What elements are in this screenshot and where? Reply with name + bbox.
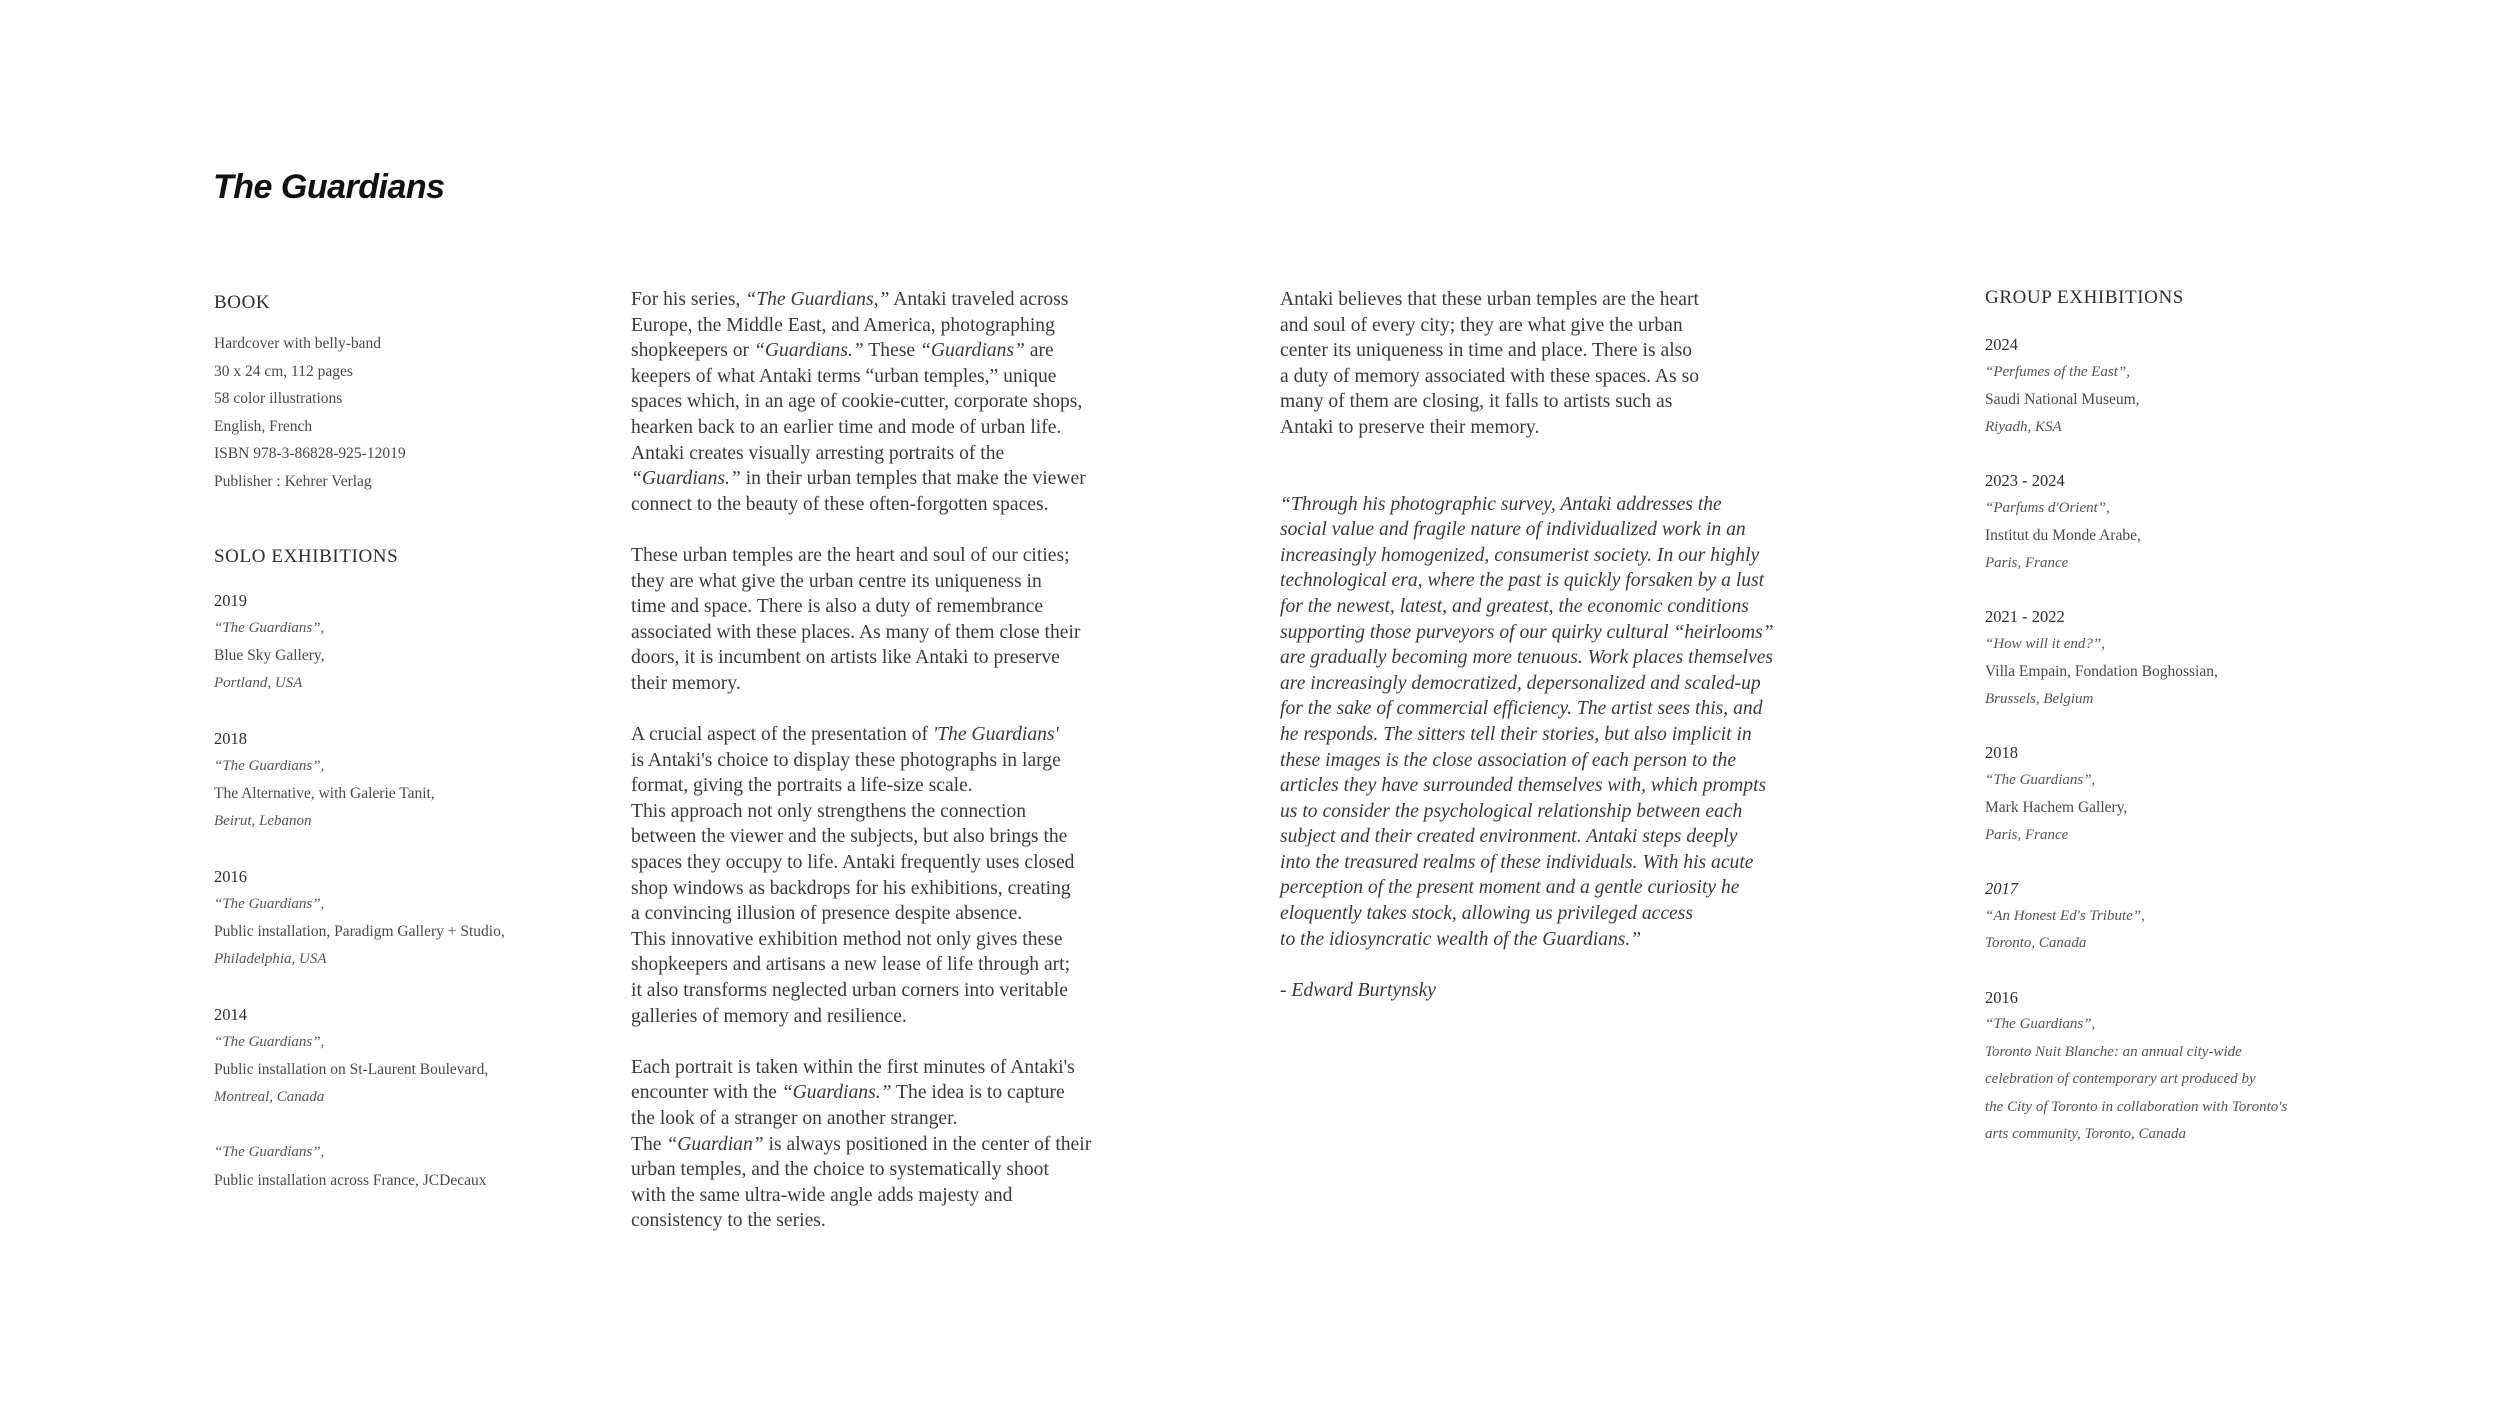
italic-run: 'The Guardians' <box>932 724 1059 746</box>
exhibition-place: Brussels, Belgium <box>1985 690 2094 707</box>
book-detail-line: Hardcover with belly-band <box>214 335 381 352</box>
solo-exhibition-item <box>214 587 584 697</box>
exhibition-title: “The Guardians”, <box>214 757 325 774</box>
exhibition-title: “The Guardians”, <box>1985 771 2096 788</box>
exhibition-place: Paris, France <box>1985 826 2069 843</box>
book-detail-line: 30 x 24 cm, 112 pages <box>214 362 353 380</box>
group-exhibition-item <box>1985 603 2385 713</box>
exhibition-year: 2019 <box>214 591 247 610</box>
quote-column <box>1280 287 1810 1003</box>
italic-run: “Guardian” <box>666 1133 764 1155</box>
series-paragraph: These urban temples are the heart and soul of our cities; they are what give the urban centre its uniqueness in time and space. There is also a duty of remembrance associated with these places. As many of them close their doors, it is incumbent on artists like Antaki to preserve their memory. <box>631 544 1081 694</box>
group-exhibition-item <box>1985 739 2385 849</box>
exhibition-place: Beirut, Lebanon <box>214 812 312 829</box>
book-detail-line: Publisher : Kehrer Verlag <box>214 472 372 490</box>
exhibition-title: “Perfumes of the East”, <box>1985 363 2130 380</box>
exhibition-title: “How will it end?”, <box>1985 635 2106 652</box>
group-exhibitions-column <box>1985 287 2385 1149</box>
quote-text: “Through his photographic survey, Antaki addresses the social value and fragile nature of individualized work in an increasingly homogenized, consumerist society. In our highly technological era, where the past is quickly forsaken by a lust for the newest, latest, and greatest, the economic conditions supporting those purveyors of our quirky cultural “heirlooms” are gradually becoming more tenuous. Work places themselves are increasingly democratized, depersonalized and scaled-up for the sake of commercial efficiency. The artist sees this, and he responds. The sitters tell their stories, but also implicit in these images is the close association of each person to the articles they have surrounded themselves with, which prompts us to consider the psychological relationship between each subject and their created environment. Antaki steps deeply into the treasured realms of these individuals. With his acute perception of the present moment and a gentle curiosity he eloquently takes stock, allowing us privileged access to the idiosyncratic wealth of the Guardians.” <box>1280 493 1774 950</box>
exhibition-title: “The Guardians”, <box>1985 1016 2096 1032</box>
series-text-column <box>631 287 1151 1234</box>
exhibition-title: “The Guardians”, <box>214 1144 325 1160</box>
page-title: The Guardians <box>213 168 445 206</box>
exhibition-place: Riyadh, KSA <box>1985 418 2062 435</box>
exhibition-venue: Mark Hachem Gallery, <box>1985 799 2128 816</box>
solo-exhibitions-heading: SOLO EXHIBITIONS <box>214 546 399 567</box>
quote-block <box>1280 492 1810 1004</box>
exhibition-year: 2016 <box>1985 987 2018 1007</box>
belief-paragraph: Antaki believes that these urban temples are the heart and soul of every city; they are what give the urban center its uniqueness in time and place. There is also a duty of memory associated with these spaces. As so many of them are closing, it falls to artists such as Antaki to preserve their memory. <box>1280 289 1699 438</box>
book-detail-line: ISBN 978-3-86828-925-12019 <box>214 445 406 462</box>
series-paragraph: Each portrait is taken within the first minutes of Antaki's encounter with the “Guardians.” The idea is to capture the look of a stranger on another stranger. The “Guardian” is always positioned in the center of their urban temples, and the choice to systematically shoot with the same ultra-wide angle adds majesty and consistency to the series. <box>631 1056 1092 1232</box>
exhibition-description-line: the City of Toronto in collaboration with Toronto's <box>1985 1098 2288 1115</box>
exhibition-description-line: celebration of contemporary art produced by <box>1985 1071 2256 1087</box>
exhibition-description-line: arts community, Toronto, Canada <box>1985 1126 2186 1142</box>
exhibition-year: 2016 <box>214 867 247 886</box>
series-paragraph: A crucial aspect of the presentation of 'The Guardians' is Antaki's choice to display these photographs in large format, giving the portraits a life-size scale. This approach not only strengthens the connection between the viewer and the subjects, but also brings the spaces they occupy to life. Antaki frequently uses closed shop windows as backdrops for his exhibitions, creating a convincing illusion of presence despite absence. This innovative exhibition method not only gives these shopkeepers and artisans a new lease of life through art; it also transforms neglected urban corners into veritable galleries of memory and resilience. <box>631 724 1075 1027</box>
italic-run: “Guardians” <box>920 340 1025 362</box>
group-exhibition-item <box>1985 467 2385 577</box>
exhibition-venue: Institut du Monde Arabe, <box>1985 527 2141 544</box>
exhibition-year: 2024 <box>1985 335 2018 354</box>
exhibition-title: “The Guardians”, <box>214 895 325 912</box>
book-detail-line: English, French <box>214 417 313 435</box>
group-exhibitions-heading: GROUP EXHIBITIONS <box>1985 287 2184 308</box>
exhibition-venue: The Alternative, with Galerie Tanit, <box>214 785 435 802</box>
exhibition-place: Toronto, Canada <box>1985 935 2087 951</box>
exhibition-year: 2021 - 2022 <box>1985 607 2065 626</box>
group-exhibition-item <box>1985 331 2385 441</box>
exhibition-venue: Blue Sky Gallery, <box>214 647 325 664</box>
exhibition-place: Philadelphia, USA <box>214 950 327 967</box>
exhibition-place: Portland, USA <box>214 674 303 691</box>
book-details <box>214 330 584 495</box>
quote-author: - Edward Burtynsky <box>1280 979 1436 1001</box>
italic-run: “Guardians.” <box>781 1082 892 1104</box>
exhibition-place: Montreal, Canada <box>214 1088 325 1105</box>
exhibition-title: “The Guardians”, <box>214 1033 325 1050</box>
italic-run: “Guardians.” <box>753 340 864 362</box>
exhibition-title: “An Honest Ed's Tribute”, <box>1985 907 2145 924</box>
exhibition-place: Paris, France <box>1985 554 2069 571</box>
exhibition-venue: Saudi National Museum, <box>1985 391 2140 408</box>
exhibition-venue: Public installation, Paradigm Gallery + Studio, <box>214 923 505 940</box>
solo-exhibition-item <box>214 1001 584 1111</box>
solo-exhibition-item <box>214 1139 584 1194</box>
exhibition-title: “The Guardians”, <box>214 619 325 636</box>
exhibition-description-line: Toronto Nuit Blanche: an annual city-wide <box>1985 1043 2242 1060</box>
exhibition-year: 2017 <box>1985 879 2018 898</box>
exhibition-venue: Villa Empain, Fondation Boghossian, <box>1985 663 2218 680</box>
italic-run: “Guardians.” <box>631 468 741 490</box>
exhibition-year: 2023 - 2024 <box>1985 471 2065 490</box>
exhibition-venue: Public installation across France, JCDecaux <box>214 1171 487 1189</box>
exhibition-year: 2018 <box>214 729 247 748</box>
book-detail-line: 58 color illustrations <box>214 390 343 407</box>
exhibition-year: 2018 <box>1985 743 2018 762</box>
exhibition-title: “Parfums d'Orient”, <box>1985 499 2110 516</box>
info-column <box>214 292 584 1194</box>
exhibition-year: 2014 <box>214 1005 247 1024</box>
solo-exhibition-item <box>214 725 584 835</box>
book-heading: BOOK <box>214 292 271 313</box>
group-exhibition-item <box>1985 984 2385 1149</box>
exhibition-venue: Public installation on St-Laurent Boulevard, <box>214 1061 489 1078</box>
series-paragraph: For his series, “The Guardians,” Antaki traveled across Europe, the Middle East, and America, photographing shopkeepers or “Guardians.” These “Guardians” are keepers of what Antaki terms “urban temples,” unique spaces which, in an age of cookie-cutter, corporate shops, hearken back to an earlier time and mode of urban life. Antaki creates visually arresting portraits of the “Guardians.” in their urban temples that make the viewer connect to the beauty of these often-forgotten spaces. <box>631 289 1086 515</box>
group-exhibition-item <box>1985 875 2385 958</box>
solo-exhibition-item <box>214 863 584 973</box>
italic-run: “The Guardians,” <box>745 289 890 310</box>
